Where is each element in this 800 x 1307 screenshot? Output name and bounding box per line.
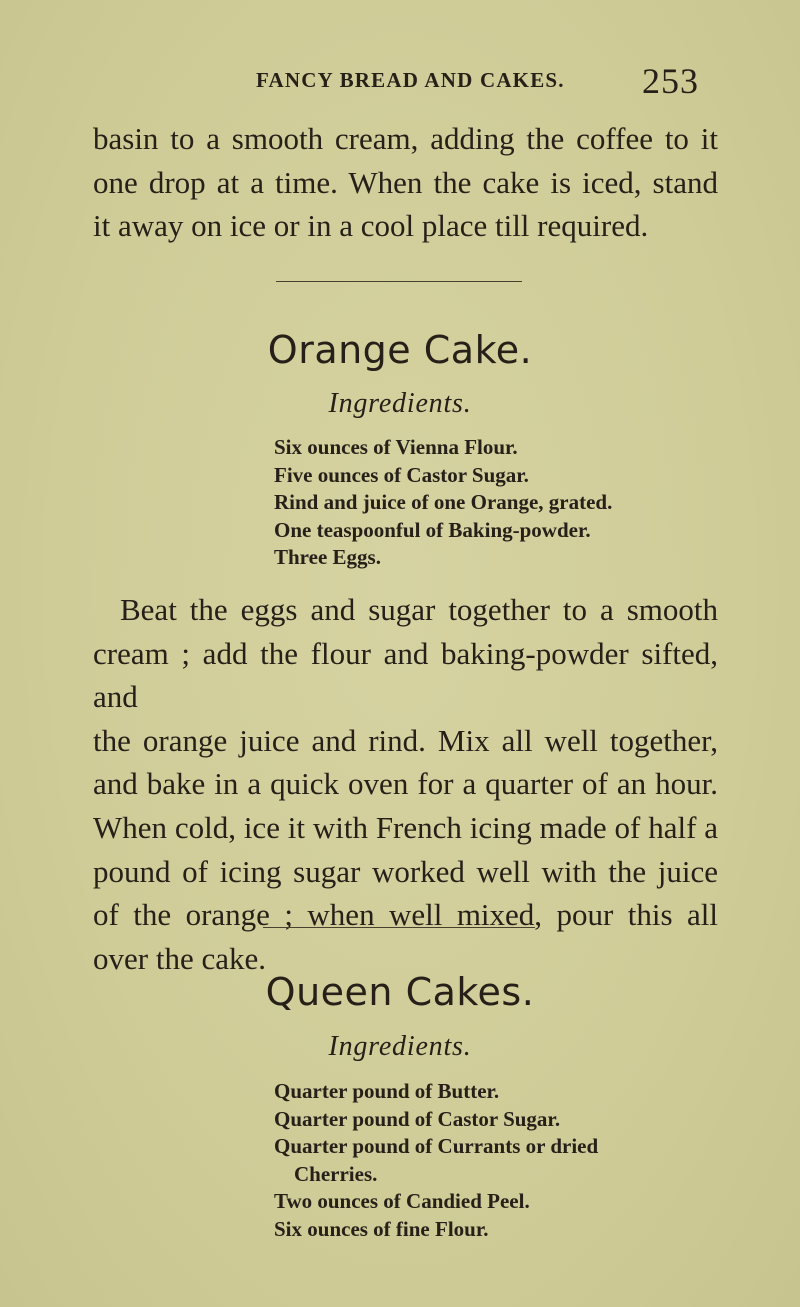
ingredient-item: Three Eggs. (274, 545, 381, 570)
text-line: pound of icing sugar worked well with the juice (93, 853, 718, 889)
ingredient-item: Cherries. (294, 1161, 378, 1186)
orange-cake-title: Orange Cake. (267, 328, 533, 372)
text-line: When cold, ice it with French icing made of half a (93, 809, 718, 845)
text-line: the orange juice and rind. Mix all well together, (93, 722, 718, 758)
text-line: Beat the eggs and sugar together to a smooth (120, 592, 718, 627)
ingredient-item: Six ounces of Vienna Flour. (274, 435, 518, 459)
queen-cakes-ingredients-heading: Ingredients. (328, 1031, 472, 1062)
orange-cake-method (93, 588, 718, 980)
intro-paragraph (93, 117, 718, 248)
orange-cake-ingredients-heading: Ingredients. (328, 388, 472, 419)
queen-cakes-title: Queen Cakes. (265, 970, 535, 1014)
page-number: 253 (642, 61, 699, 101)
text-line: it away on ice or in a cool place till required. (93, 208, 649, 244)
text-line: of the orange ; when well mixed, pour this all (93, 897, 718, 933)
text-line: and bake in a quick oven for a quarter of an hour. (93, 766, 718, 802)
orange-cake-ingredients-list (274, 434, 612, 572)
section-divider (263, 927, 535, 928)
text-line: basin to a smooth cream, adding the coffee to it (93, 121, 718, 156)
ingredient-item: Six ounces of fine Flour. (274, 1216, 489, 1241)
text-line: cream ; add the flour and baking-powder sifted, and (93, 635, 718, 715)
ingredient-item: Quarter pound of Butter. (274, 1079, 500, 1103)
ingredient-item: Five ounces of Castor Sugar. (274, 462, 529, 487)
running-title: FANCY BREAD AND CAKES. (256, 68, 565, 92)
ingredient-item: One teaspoonful of Baking-powder. (274, 517, 591, 542)
text-line: over the cake. (93, 940, 266, 976)
ingredient-item: Two ounces of Candied Peel. (274, 1189, 530, 1214)
section-divider (276, 281, 522, 282)
running-head (0, 62, 800, 102)
ingredient-item: Rind and juice of one Orange, grated. (274, 490, 613, 515)
queen-cakes-ingredients-list (274, 1078, 598, 1244)
ingredient-item: Quarter pound of Currants or dried (274, 1134, 599, 1159)
ingredient-item: Quarter pound of Castor Sugar. (274, 1106, 561, 1131)
text-line: one drop at a time. When the cake is iced, stand (93, 164, 718, 200)
